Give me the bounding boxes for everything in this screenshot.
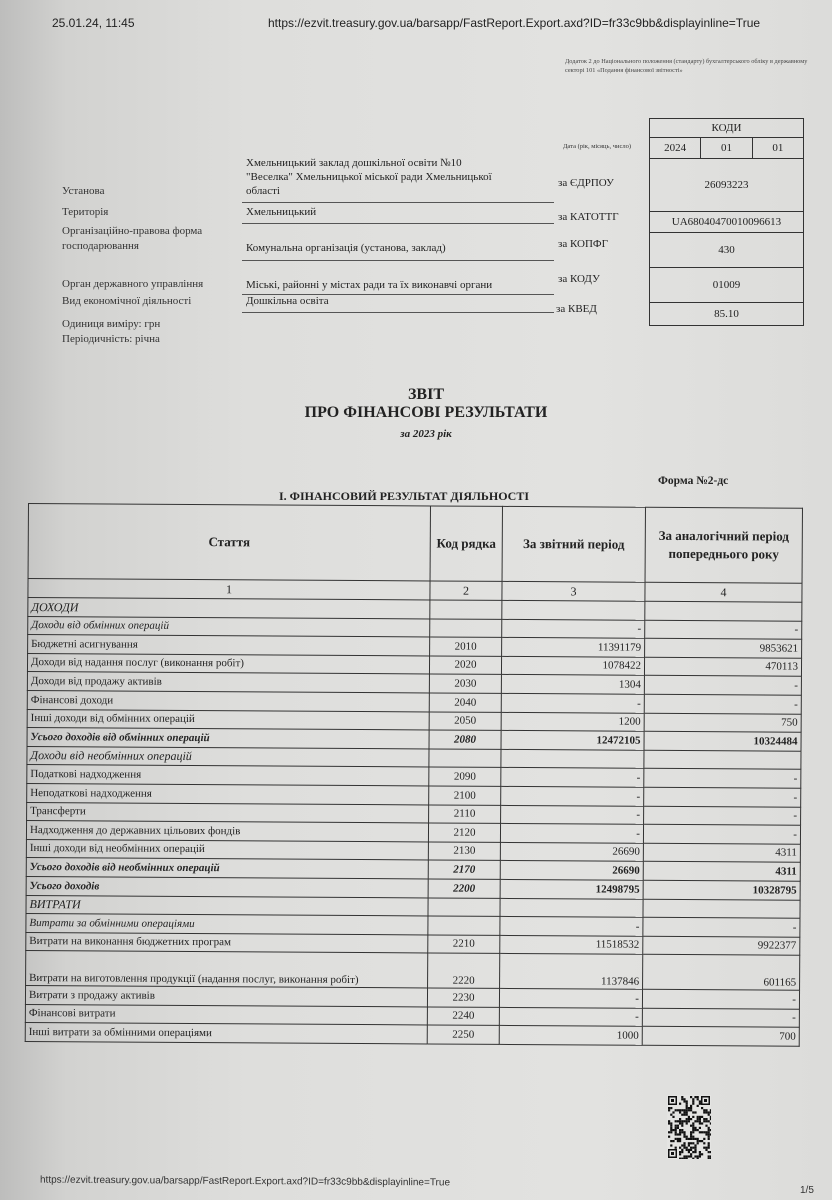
row-current-value: - — [500, 916, 643, 935]
row-previous-value — [645, 601, 802, 621]
row-label: Трансферти — [27, 802, 429, 823]
codes-header: КОДИ — [650, 119, 803, 138]
col-number-1: 1 — [28, 579, 430, 600]
institution-line-2: "Веселка" Хмельницької міської ради Хмельницької — [246, 171, 492, 183]
row-label: Неподаткові надходження — [27, 783, 429, 804]
row-previous-value: 750 — [644, 713, 801, 733]
row-current-value: - — [501, 786, 644, 805]
edrpou-label: за ЄДРПОУ — [558, 177, 614, 189]
codes-box — [649, 118, 804, 326]
row-previous-value: - — [643, 824, 800, 844]
kopfg-value: 430 — [650, 233, 803, 268]
kodu-value: 01009 — [650, 268, 803, 303]
row-previous-value: 10324484 — [644, 731, 801, 751]
date-month: 01 — [701, 138, 752, 158]
row-current-value: - — [500, 824, 643, 843]
row-current-value — [502, 600, 645, 619]
row-current-value: 12498795 — [500, 879, 643, 898]
table-body — [25, 598, 802, 1047]
row-code — [428, 916, 500, 935]
row-current-value: 26690 — [500, 861, 643, 880]
row-current-value: - — [501, 768, 644, 787]
institution-line-3: області — [246, 185, 280, 197]
row-label: Інші доходи від обмінних операцій — [27, 709, 429, 730]
row-code — [430, 619, 502, 638]
row-current-value: 1304 — [501, 675, 644, 694]
institution-line-1: Хмельницький заклад дошкільної освіти №10 — [246, 157, 462, 169]
row-current-value: 1078422 — [501, 656, 644, 675]
authority-value: Міські, районні у містах ради та їх виконавчі органи — [246, 279, 493, 291]
row-current-value — [500, 898, 643, 917]
territory-label: Територія — [62, 206, 109, 218]
unit-of-measure: Одиниця виміру: грн — [62, 318, 161, 330]
row-label: ДОХОДИ — [28, 598, 430, 619]
katottg-label: за КАТОТТГ — [558, 211, 619, 223]
row-previous-value — [644, 750, 801, 770]
date-day: 01 — [772, 142, 784, 154]
kodu-label: за КОДУ — [558, 273, 600, 285]
row-previous-value: - — [642, 990, 799, 1010]
row-label: Усього доходів від обмінних операцій — [27, 728, 429, 749]
date-codes — [650, 138, 803, 159]
row-code: 2210 — [428, 935, 500, 954]
row-label: Витрати на виготовлення продукції (надання послуг, виконання робіт) — [26, 951, 428, 988]
row-previous-value: - — [643, 917, 800, 937]
row-current-value: - — [501, 693, 644, 712]
row-current-value: 1137846 — [500, 954, 643, 990]
row-code: 2250 — [427, 1025, 499, 1044]
row-current-value: 1200 — [501, 712, 644, 731]
row-previous-value: - — [644, 806, 801, 826]
row-label: Усього доходів від необмінних операцій — [26, 858, 428, 879]
row-previous-value: 9922377 — [643, 936, 800, 956]
row-current-value: 1000 — [499, 1026, 642, 1045]
page-number: 1/5 — [800, 1185, 814, 1196]
col-number-3: 3 — [502, 581, 645, 601]
row-code: 2010 — [430, 637, 502, 656]
row-label: Бюджетні асигнування — [28, 635, 430, 656]
row-label: Витрати за обмінними операціями — [26, 914, 428, 935]
appendix-note: Додаток 2 до Національного положення (стандарту) бухгалтерського обліку в державному секторі 101 «Подання фінансової звітності» — [565, 58, 808, 74]
qr-code-icon — [667, 1095, 711, 1159]
activity-value: Дошкільна освіта — [246, 295, 329, 307]
row-label: Усього доходів — [26, 876, 428, 897]
kved-value: 85.10 — [714, 308, 739, 320]
row-code: 2100 — [429, 786, 501, 805]
footer-url: https://ezvit.treasury.gov.ua/barsapp/FastReport.Export.axd?ID=fr33c9bb&displayinline=True — [39, 1174, 451, 1189]
underline — [242, 223, 554, 224]
row-code — [428, 897, 500, 916]
row-previous-value: - — [644, 676, 801, 696]
section-title: І. ФІНАНСОВИЙ РЕЗУЛЬТАТ ДІЯЛЬНОСТІ — [279, 489, 530, 503]
row-previous-value: 4311 — [643, 843, 800, 863]
row-current-value: - — [502, 619, 645, 638]
row-current-value: - — [501, 805, 644, 824]
row-code: 2130 — [428, 842, 500, 861]
row-previous-value: - — [642, 1008, 799, 1028]
row-current-value: 11391179 — [502, 638, 645, 657]
col-header-code: Код рядка — [430, 506, 502, 581]
legal-form-value: Комунальна організація (установа, заклад) — [246, 242, 446, 254]
row-label: Доходи від продажу активів — [27, 672, 429, 693]
legal-form-label-2: господарювання — [62, 240, 139, 252]
row-previous-value — [643, 899, 800, 919]
date-label: Дата (рік, місяць, число) — [563, 143, 631, 150]
legal-form-label-1: Організаційно-правова форма — [62, 225, 203, 237]
row-code: 2120 — [428, 823, 500, 842]
row-previous-value: 4311 — [643, 862, 800, 882]
row-label: Витрати з продажу активів — [25, 986, 427, 1007]
row-previous-value: 9853621 — [645, 638, 802, 658]
row-previous-value: 700 — [642, 1027, 799, 1047]
report-period: за 2023 рік — [400, 428, 452, 440]
row-code — [430, 600, 502, 619]
row-current-value: 26690 — [500, 842, 643, 861]
col-number-4: 4 — [645, 582, 802, 602]
row-previous-value: - — [644, 787, 801, 807]
row-label: Інші доходи від необмінних операцій — [26, 839, 428, 860]
row-code: 2220 — [428, 953, 500, 988]
row-label: Інші витрати за обмінними операціями — [25, 1023, 427, 1044]
report-subtitle: ПРО ФІНАНСОВІ РЕЗУЛЬТАТИ — [304, 404, 548, 421]
form-number: Форма №2-дс — [658, 475, 729, 487]
col-header-article: Стаття — [28, 504, 430, 581]
row-code: 2020 — [429, 656, 501, 675]
row-previous-value: - — [644, 769, 801, 789]
underline — [242, 312, 554, 313]
row-code: 2230 — [427, 988, 499, 1007]
row-label: Надходження до державних цільових фондів — [26, 821, 428, 842]
row-label: ВИТРАТИ — [26, 895, 428, 916]
periodicity: Періодичність: річна — [62, 333, 160, 345]
row-label: Податкові надходження — [27, 765, 429, 786]
row-previous-value: - — [644, 694, 801, 714]
row-code — [429, 749, 501, 768]
row-label: Витрати на виконання бюджетних програм — [26, 932, 428, 953]
authority-label: Орган державного управління — [62, 278, 204, 290]
institution-value — [246, 156, 554, 198]
row-code: 2110 — [429, 804, 501, 823]
edrpou-value: 26093223 — [650, 159, 803, 212]
row-code: 2050 — [429, 712, 501, 731]
row-label: Фінансові витрати — [25, 1004, 427, 1025]
row-current-value — [501, 749, 644, 768]
kopfg-label: за КОПФГ — [558, 238, 608, 250]
row-previous-value: 601165 — [643, 955, 800, 991]
row-label: Доходи від надання послуг (виконання робіт) — [27, 653, 429, 674]
financial-results-table-wrap — [25, 503, 802, 1047]
row-current-value: - — [499, 989, 642, 1008]
territory-value: Хмельницький — [246, 206, 317, 218]
row-current-value: 12472105 — [501, 731, 644, 750]
report-title: ЗВІТ — [407, 386, 444, 403]
print-datetime: 25.01.24, 11:45 — [52, 16, 135, 30]
katottg-value: UA68040470010096613 — [650, 212, 803, 233]
date-year: 2024 — [650, 138, 701, 158]
col-header-previous: За аналогічний період попереднього року — [645, 507, 802, 583]
financial-results-table — [25, 503, 803, 1047]
row-code: 2200 — [428, 879, 500, 898]
activity-label: Вид економічної діяльності — [62, 295, 192, 307]
table-row — [26, 951, 800, 991]
col-number-2: 2 — [430, 581, 502, 600]
kved-label: за КВЕД — [556, 303, 597, 315]
row-label: Доходи від обмінних операцій — [28, 616, 430, 637]
underline — [242, 202, 554, 203]
row-code: 2090 — [429, 767, 501, 786]
row-previous-value: 10328795 — [643, 880, 800, 900]
print-url: https://ezvit.treasury.gov.ua/barsapp/FastReport.Export.axd?ID=fr33c9bb&displayinline=True — [268, 16, 761, 30]
row-code: 2240 — [427, 1007, 499, 1026]
row-previous-value: - — [645, 620, 802, 640]
row-code: 2170 — [428, 860, 500, 879]
row-label: Фінансові доходи — [27, 690, 429, 711]
underline — [242, 260, 554, 261]
row-code: 2030 — [429, 674, 501, 693]
row-label: Доходи від необмінних операцій — [27, 746, 429, 767]
table-row — [25, 1023, 799, 1046]
institution-label: Установа — [62, 185, 105, 197]
row-code: 2080 — [429, 730, 501, 749]
row-current-value: - — [499, 1007, 642, 1026]
row-current-value: 11518532 — [500, 935, 643, 954]
col-header-current: За звітний період — [502, 506, 645, 582]
row-code: 2040 — [429, 693, 501, 712]
row-previous-value: 470113 — [644, 657, 801, 677]
